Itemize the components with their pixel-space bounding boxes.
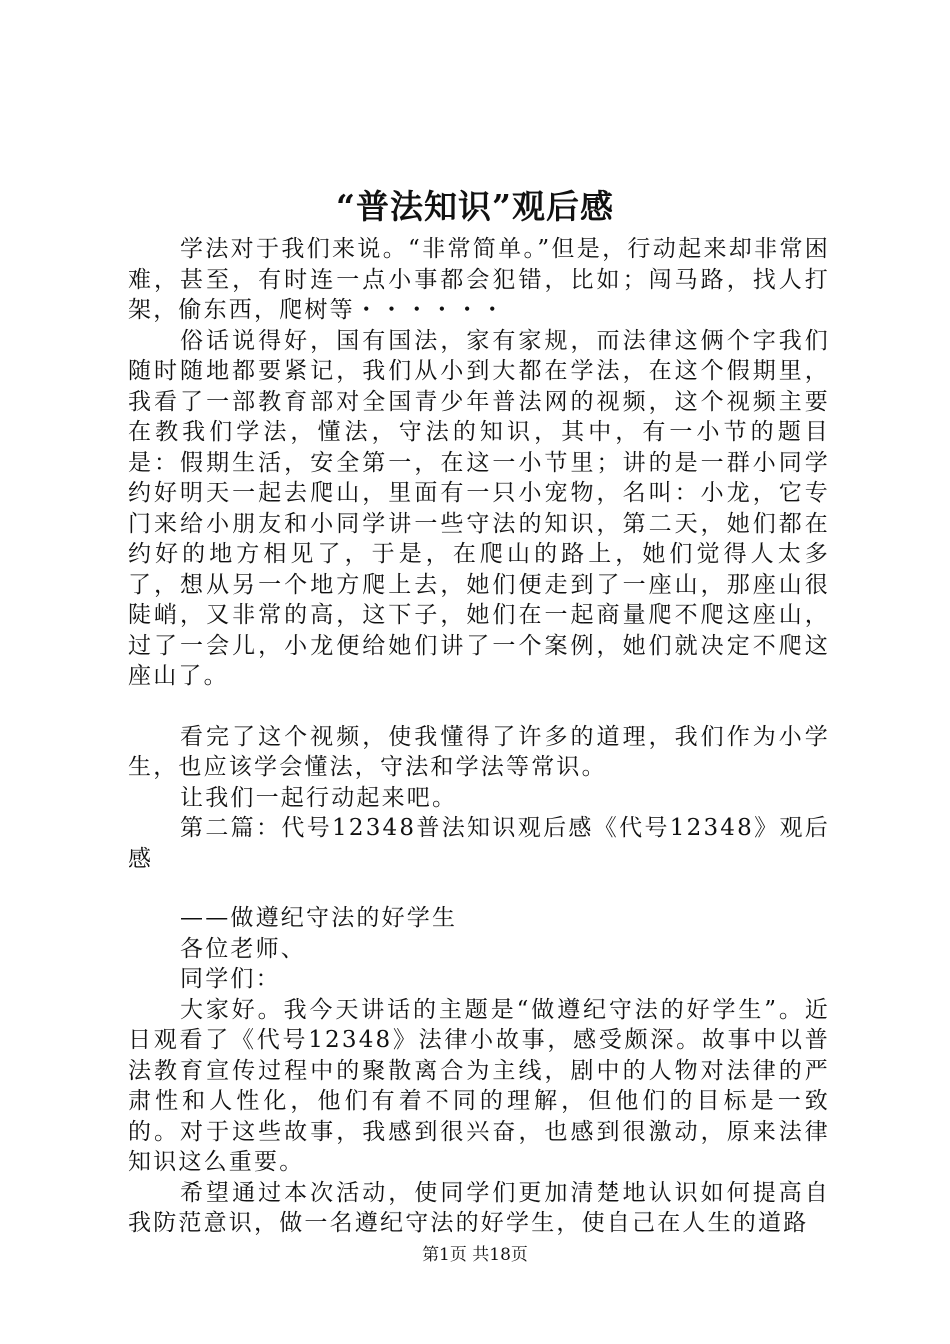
greeting-teachers: 各位老师、 xyxy=(180,935,306,962)
paragraph-speech: 大家好。我今天讲话的主题是“做遵纪守法的好学生”。近日观看了《代号12348》法律小故事，感受颇深。故事中以普法教育宣传过程中的聚散离合为主线，剧中的人物对法律的严肃性和人性化，他们有着不同的理解，但他们的目标是一致的。对于这些故事，我感到很兴奋，也感到很激动，原来法律知识这么重要。 xyxy=(128,996,830,1175)
paragraph-call-to-action: 让我们一起行动起来吧。 xyxy=(180,784,458,811)
greeting-students: 同学们： xyxy=(180,966,281,992)
section-heading: 第二篇：代号12348普法知识观后感《代号12348》观后感 xyxy=(128,815,830,872)
document-title: “普法知识”观后感 xyxy=(336,187,614,226)
paragraph-video-story: 俗话说得好，国有国法，家有家规，而法律这俩个字我们随时随地都要紧记，我们从小到大都在学法，在这个假期里，我看了一部教育部对全国青少年普法网的视频，这个视频主要在教我们学法，懂法，守法的知识，其中，有一小节的题目是：假期生活，安全第一，在这一小节里；讲的是一群小同学约好明天一起去爬山，里面有一只小宠物，名叫：小龙，它专门来给小朋友和小同学讲一些守法的知识，第二天，她们都在约好的地方相见了，于是，在爬山的路上，她们觉得人太多了，想从另一个地方爬上去，她们便走到了一座山，那座山很陡峭，又非常的高，这下子，她们在一起商量爬不爬这座山，过了一会儿，小龙便给她们讲了一个案例，她们就决定不爬这座山了。 xyxy=(128,327,830,689)
paragraph-intro: 学法对于我们来说。“非常简单。”但是，行动起来却非常困难，甚至，有时连一点小事都会犯错，比如；闯马路，找人打架，偷东西，爬树等・・・・・・ xyxy=(128,236,830,323)
page-number: 第1页 共18页 xyxy=(422,1245,528,1265)
paragraph-hope: 希望通过本次活动，使同学们更加清楚地认识如何提高自我防范意识，做一名遵纪守法的好学生，使自己在人生的道路 xyxy=(128,1179,830,1236)
document-body xyxy=(128,234,830,1239)
paragraph-lesson: 看完了这个视频，使我懂得了许多的道理，我们作为小学生，也应该学会懂法，守法和学法等常识。 xyxy=(128,723,830,780)
section-subtitle: ——做遵纪守法的好学生 xyxy=(180,905,458,931)
